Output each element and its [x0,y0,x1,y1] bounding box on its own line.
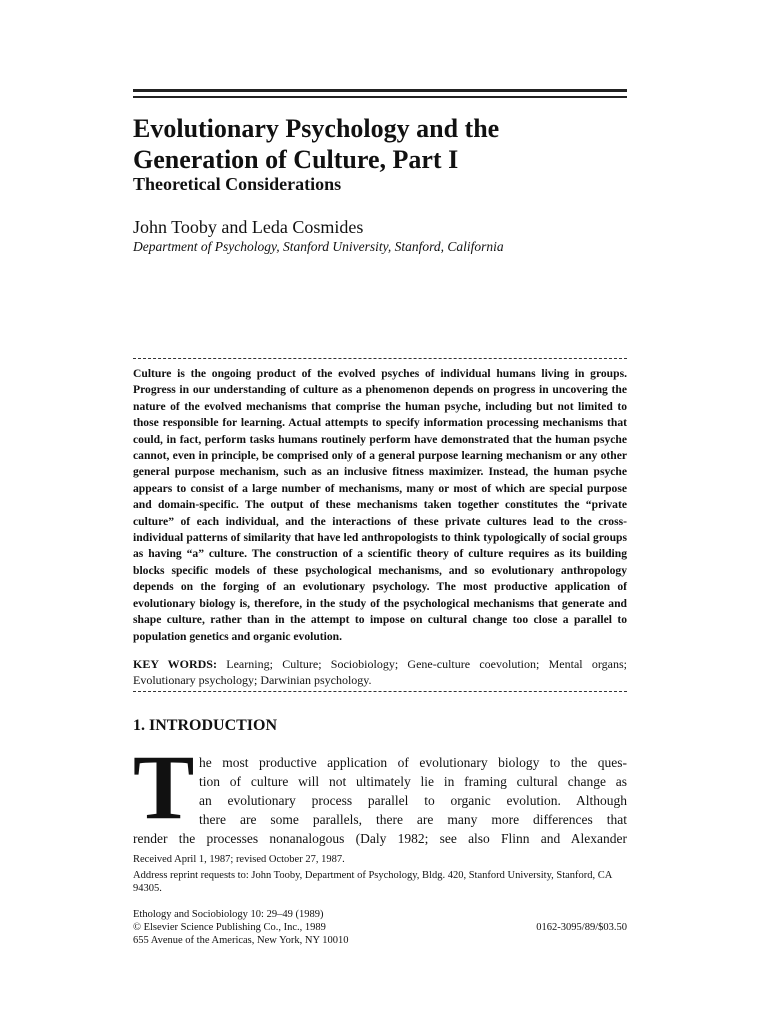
abstract-top-rule [133,358,627,359]
received-note: Received April 1, 1987; revised October 27, 1987. [133,854,345,865]
header-rule [133,89,627,98]
reprint-note: Address reprint requests to: John Tooby, Department of Psychology, Bldg. 420, Stanford University, Stanford, CA 94305. [133,870,612,894]
intro-line-4: there are some parallels, there are many more differences that [199,812,627,827]
publication-info [133,908,463,947]
abstract-bottom-rule [133,691,627,692]
intro-line-1: he most productive application of evolutionary biology to the ques- [199,755,627,770]
affiliation: Department of Psychology, Stanford University, Stanford, California [133,239,504,254]
section-heading-introduction: 1. INTRODUCTION [133,717,278,734]
abstract-text: Culture is the ongoing product of the evolved psyches of individual humans living in groups. Progress in our understanding of culture as a phenomenon depends on progress in uncovering the nature of the evolved mechanisms that comprise the human psyche, including but not limited to those responsible for learning. Actual attempts to specify information processing mechanisms that could, in fact, perform tasks humans routinely perform have demonstrated that the human psyche cannot, even in principle, be comprised only of a general purpose learning mechanism or any other general purpose mechanism, such as an inclusive fitness maximizer. Instead, the human psyche appears to consist of a large number of mechanisms, many or most of which are special purpose and domain-specific. The output of these mechanisms taken together constitutes the “private culture” of each individual, and the interactions of these private cultures lead to the cross-individual patterns of similarity that have led anthropologists to think typologically of social groups as having “a” culture. The construction of a scientific theory of culture requires as its building blocks specific models of these psychological mechanisms, and so evolutionary anthropology depends on the forging of an evolutionary psychology. The most productive application of evolutionary biology is, therefore, in the study of the psychological mechanisms that generate and shape culture, rather than in the attempt to impose on cultural change too close a parallel to population genetics and organic evolution. [133,367,627,643]
drop-cap: T [133,736,195,838]
title-line-1: Evolutionary Psychology and the [133,114,500,143]
keywords-label: KEY WORDS: [133,657,217,671]
paper-title [133,113,627,175]
keywords-list: Learning; Culture; Sociobiology; Gene-culture coevolution; Mental organs; Evolutionary psychology; Darwinian psychology. [133,657,628,687]
keywords [133,656,627,688]
publisher-address: 655 Avenue of the Americas, New York, NY 10010 [133,935,349,946]
intro-line-5: render the processes nonanalogous (Daly 1982; see also Flinn and Alexander [133,831,627,846]
intro-line-2: tion of culture will not ultimately lie in framing cultural change as [199,774,627,789]
title-line-2: Generation of Culture, Part I [133,145,459,174]
intro-line-3: an evolutionary process parallel to organic evolution. Although [199,793,627,808]
issn-code: 0162-3095/89/$03.50 [536,922,627,933]
copyright-line: © Elsevier Science Publishing Co., Inc., 1989 [133,922,326,933]
paper-subtitle: Theoretical Considerations [133,174,342,194]
journal-citation: Ethology and Sociobiology 10: 29–49 (1989) [133,909,324,920]
authors: John Tooby and Leda Cosmides [133,217,364,237]
